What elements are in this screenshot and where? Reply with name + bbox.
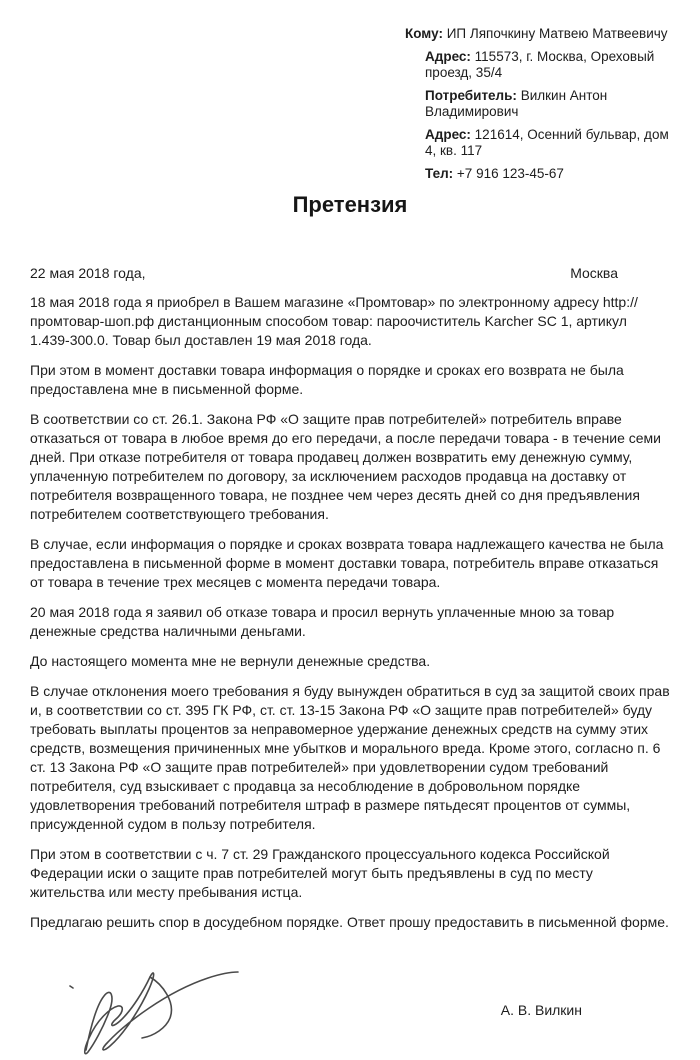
recipient-row-phone: [425, 166, 673, 182]
recipient-row-consumer-address: [425, 127, 673, 159]
consumer-address-label: Адрес:: [425, 127, 471, 142]
document-date: 22 мая 2018 года,: [30, 265, 146, 281]
paragraph-pretrial-offer: Предлагаю решить спор в досудебном порядке. Ответ прошу предоставить в письменной форме.: [30, 914, 669, 930]
document-city: Москва: [570, 265, 618, 281]
paragraph-no-refund: До настоящего момента мне не вернули денежные средства.: [30, 653, 431, 669]
consumer-value: Вилкин Антон Владимирович: [425, 88, 608, 119]
recipient-row-consumer: [425, 88, 673, 120]
paragraph-purchase: 18 мая 2018 года я приобрел в Вашем магазине «Промтовар» по электронному адресу http://промтовар-шоп.рф дистанционным способом товар: пароочиститель Karcher SC 1, артикул 1.439-300.0. Товар был доставлен 19 мая 2018 года.: [30, 294, 638, 348]
dateline: [30, 264, 670, 282]
recipient-label: Кому:: [405, 26, 443, 41]
paragraph-jurisdiction: При этом в соответствии с ч. 7 ст. 29 Гражданского процессуального кодекса Российской Федерации иски о защите прав потребителей могут быть предъявлены в суд по месту жительства или месту пребывания истца.: [30, 846, 610, 900]
signature-name: А. В. Вилкин: [500, 1002, 582, 1018]
consumer-address-value: 121614, Осенний бульвар, дом 4, кв. 117: [425, 127, 669, 158]
paragraph-no-info: При этом в момент доставки товара информация о порядке и сроках его возврата не была предоставлена мне в письменной форме.: [30, 362, 624, 397]
recipient-row-to: [405, 26, 700, 42]
document-body: [30, 293, 670, 932]
consumer-label: Потребитель:: [425, 88, 517, 103]
paragraph-refusal-declared: 20 мая 2018 года я заявил об отказе товара и просил вернуть уплаченные мною за товар денежные средства наличными деньгами.: [30, 604, 615, 639]
recipient-row-address: [425, 49, 673, 81]
recipient-value: ИП Ляпочкину Матвею Матвеевичу: [446, 26, 668, 41]
document-title: Претензия: [292, 192, 408, 217]
paragraph-law-26-1: В соответствии со ст. 26.1. Закона РФ «О защите прав потребителей» потребитель вправе отказаться от товара в любое время до его передачи, а после передачи товара - в течение семи дней. При отказе потребителя от товара продавец должен возвратить ему денежную сумму, уплаченную потребителем по договору, за исключением расходов продавца на доставку от потребителя возвращенного товара, не позднее чем через десять дней со дня предъявления потребителем соответствующего требования.: [30, 411, 661, 522]
paragraph-three-months: В случае, если информация о порядке и сроках возврата товара надлежащего качества не была предоставлена в письменной форме в момент доставки товара, потребитель вправе отказаться от товара в течение трех месяцев с момента передачи товара.: [30, 536, 664, 590]
phone-value: +7 916 123-45-67: [456, 166, 564, 181]
signature-row: [30, 960, 670, 1060]
address-label: Адрес:: [425, 49, 471, 64]
phone-label: Тел:: [425, 166, 454, 181]
address-value: 115573, г. Москва, Ореховый проезд, 35/4: [425, 49, 655, 80]
signature-image: [58, 960, 248, 1060]
paragraph-court-threat: В случае отклонения моего требования я буду вынужден обратиться в суд за защитой своих прав и, в соответствии со ст. 395 ГК РФ, ст. ст. 13-15 Закона РФ «О защите прав потребителей» буду требовать выплаты процентов за неправомерное удержание денежных средств на сумму этих средств, возмещения причиненных мне убытков и морального вреда. Кроме этого, согласно п. 6 ст. 13 Закона РФ «О защите прав потребителей» при удовлетворении судом требований потребителя, суд взыскивает с продавца за несоблюдение в добровольном порядке удовлетворения требований потребителя штраф в размере пятьдесят процентов от суммы, присужденной судом в пользу потребителя.: [30, 683, 670, 832]
recipient-block: [405, 26, 700, 182]
